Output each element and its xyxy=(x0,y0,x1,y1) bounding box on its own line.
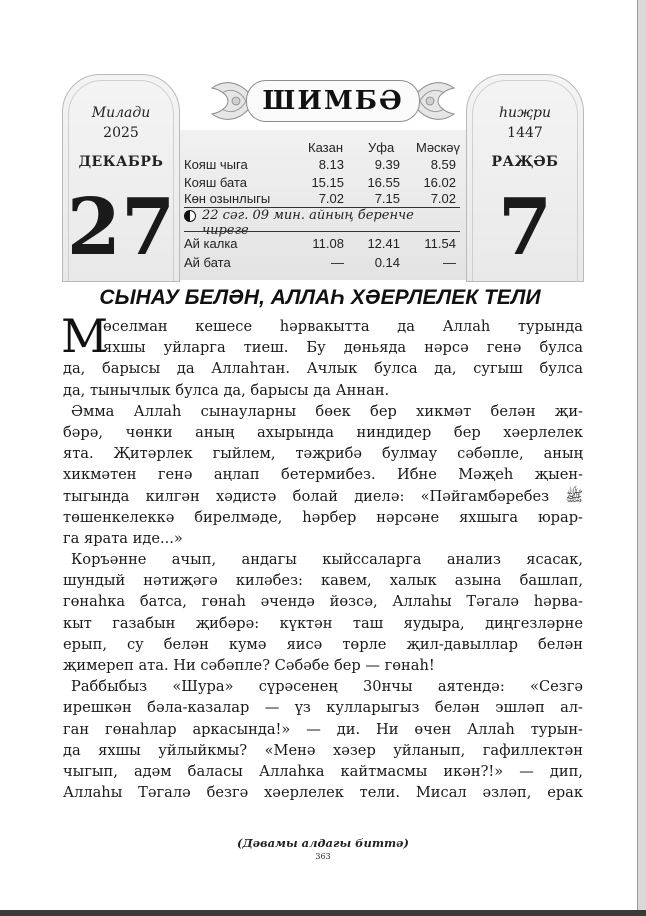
text-line: бәрә, чөнки аның ахырында ниндидер бер хәерлелек xyxy=(63,423,583,441)
text-line: җимереп ата. Ни сәбәпле? Сәбәбе бер — гөнаһ! xyxy=(63,657,435,674)
times-row-moonrise xyxy=(184,236,458,253)
text-line: гөнаһка батса, гөнаһ әчендә йөзсә, Аллаһы Тәгалә һәрва- xyxy=(63,593,583,611)
drop-cap: М xyxy=(61,309,109,363)
time-value: 16.02 xyxy=(423,175,456,190)
time-value: 7.02 xyxy=(318,191,344,206)
row-label: Көн озынлыгы xyxy=(184,191,271,206)
text-line: га ярата иде...» xyxy=(63,529,183,547)
hijri-day: 7 xyxy=(497,182,553,273)
text-line: Раббыбыз «Шура» сүрәсенең 30нчы аятендә: «Сезгә xyxy=(71,678,583,696)
text-line: хикмәтен генә аңлап бетермибез. Ибне Мәҗеһ җыен- xyxy=(63,466,583,484)
sun-moon-times-table xyxy=(180,130,466,280)
time-value: 0.14 xyxy=(374,255,400,270)
article-body xyxy=(61,309,583,803)
text-line: ерып, су белән кумә яисә төрле җил-давыллар белән xyxy=(63,635,583,653)
hijri-month: РАҖӘБ xyxy=(491,154,559,170)
column-header-kazan: Казан xyxy=(308,140,344,155)
text-line: да яхшы уйлыйкмы? «Менә хәзер уйланып, гафиллектән xyxy=(63,741,583,759)
time-value: 11.08 xyxy=(312,236,344,251)
text-line: да, тынычлык булса да, барысы да Аннан. xyxy=(63,381,390,399)
times-row-sunrise xyxy=(184,157,458,174)
text-line: чыгып, адәм баласы Аллаһка кайтмасмы икән?!» — дип, xyxy=(63,762,583,780)
hijri-era-label: һиҗри xyxy=(499,105,551,121)
gregorian-date-panel xyxy=(62,74,180,282)
time-value: 12.41 xyxy=(367,236,400,251)
column-header-ufa: Уфа xyxy=(368,140,395,155)
page-number: 363 xyxy=(315,852,331,861)
times-row-day-length xyxy=(184,191,458,208)
text-line: ирешкән бәла-казалар — үз кулларыгыз белән эшләп ал- xyxy=(63,699,583,717)
weekday: ШИМБӘ xyxy=(262,86,404,116)
text-line: да, барысы да Аллаһтан. Ачлык булса да, сугыш булса xyxy=(63,360,583,378)
text-line: өселман кешесе һәрвакытта да Аллаһ турында xyxy=(103,318,583,335)
text-line: шундый нәтиҗәгә киләбез: кавем, халык азына башлап, xyxy=(63,572,583,590)
text-line: тыгында килгән хәдистә болай диелә: «Пәйгамбәребез ﷺ xyxy=(63,487,583,505)
time-value: 7.15 xyxy=(374,191,400,206)
text-line: Коръәнне ачып, андагы кыйссаларга анализ ясасак, xyxy=(71,551,583,569)
text-line: төшенкелеккә бирелмәде, һәрбер нәрсәне яхшыга юрар- xyxy=(63,508,583,526)
time-value: 16.55 xyxy=(367,175,400,190)
gregorian-day: 27 xyxy=(66,182,176,273)
time-value: 11.54 xyxy=(424,236,456,251)
gregorian-era-label: Милади xyxy=(91,105,151,121)
text-line: Әмма Аллаһ сынауларны бөек бер хикмәт белән җи- xyxy=(71,402,583,420)
continuation-note: (Дәвамы алдагы биттә) xyxy=(237,836,409,850)
times-row-sunset xyxy=(184,175,458,192)
article-title: СЫНАУ БЕЛӘН, АЛЛАҺ ХӘЕРЛЕЛЕК ТЕЛИ xyxy=(99,286,541,309)
column-header-moscow: Мәскәү xyxy=(416,140,460,155)
time-value: 8.13 xyxy=(318,157,344,172)
text-line: ята. Җитәрлек гыйлем, тәҗрибә булмау сәбәпле, аның xyxy=(63,445,583,463)
bottom-edge xyxy=(0,910,646,916)
time-value: 15.15 xyxy=(311,175,344,190)
table-divider xyxy=(184,231,460,232)
weekday-banner xyxy=(246,80,420,122)
half-moon-icon xyxy=(184,210,196,222)
page-edge xyxy=(638,0,646,916)
row-label: Ай калка xyxy=(184,236,238,251)
row-label: Кояш бата xyxy=(184,175,248,190)
text-line: ган гөнаһлар аркасында!» — ди. Ни өчен Аллаһ турын- xyxy=(63,720,583,738)
moon-phase-text: 22 сәг. 09 мин. айның беренче чирегe xyxy=(202,208,414,238)
row-label: Кояш чыга xyxy=(184,157,248,172)
time-value: 8.59 xyxy=(430,157,456,172)
time-value: — xyxy=(443,255,456,270)
gregorian-month: ДЕКАБРЬ xyxy=(78,154,164,170)
hijri-year: 1447 xyxy=(507,125,543,141)
times-row-moonset xyxy=(184,255,458,272)
time-value: 9.39 xyxy=(374,157,400,172)
time-value: — xyxy=(331,255,344,270)
hijri-date-panel xyxy=(466,74,584,282)
moon-phase-row xyxy=(184,208,460,238)
text-line: яхшы уйларга тиеш. Бу дөньяда нәрсә генә булса xyxy=(103,339,583,357)
text-line: Аллаһы Тәгалә безгә хәерлелек тели. Мисал әзләп, ерак xyxy=(63,784,583,802)
page-edge-line xyxy=(637,0,638,916)
text-line: кыт газабын җибәрә: күктән таш яудыра, диңгезләрне xyxy=(63,614,583,632)
gregorian-year: 2025 xyxy=(103,125,139,141)
time-value: 7.02 xyxy=(430,191,456,206)
row-label: Ай бата xyxy=(184,255,231,270)
